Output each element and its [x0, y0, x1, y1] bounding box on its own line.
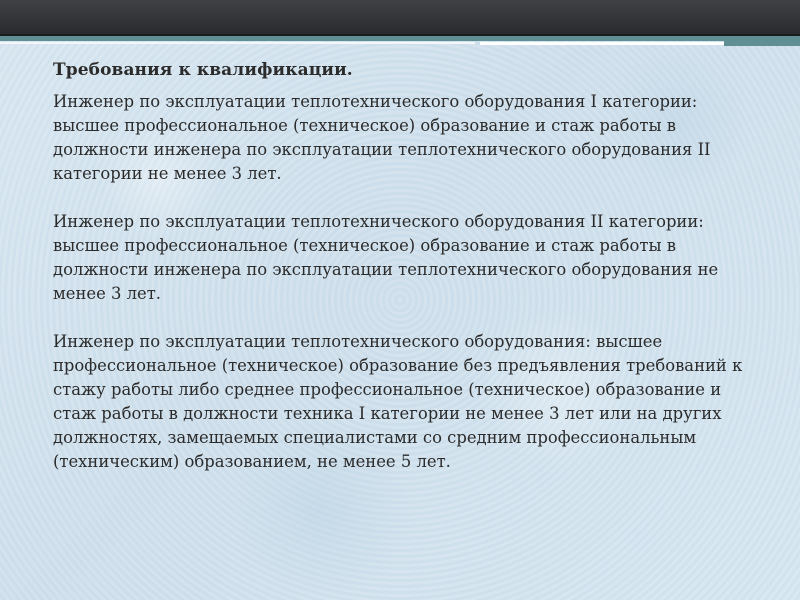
paragraph-category-1: Инженер по эксплуатации теплотехнического оборудования I категории: высшее профессиональное (техническое) образование и стаж работы в должности инженера по эксплуатации теплотехнического оборудования II категории не менее 3 лет.	[53, 92, 711, 183]
slide-content	[53, 60, 753, 474]
divider-line-left	[0, 42, 475, 44]
paragraph-category-2: Инженер по эксплуатации теплотехнического оборудования II категории: высшее профессиональное (техническое) образование и стаж работы в должности инженера по эксплуатации теплотехнического оборудования не менее 3 лет.	[53, 212, 719, 303]
slide-heading: Требования к квалификации.	[53, 60, 353, 80]
accent-stripe	[0, 36, 800, 41]
top-title-bar	[0, 0, 800, 34]
accent-tab-right	[724, 41, 800, 46]
paragraph-engineer: Инженер по эксплуатации теплотехнического оборудования: высшее профессиональное (техническое) образование без предъявления требований к стажу работы либо среднее профессиональное (техническое) образование и стаж работы в должности техника I категории не менее 3 лет или на других должностях, замещаемых специалистами со средним профессиональным (техническим) образованием, не менее 5 лет.	[53, 332, 743, 471]
